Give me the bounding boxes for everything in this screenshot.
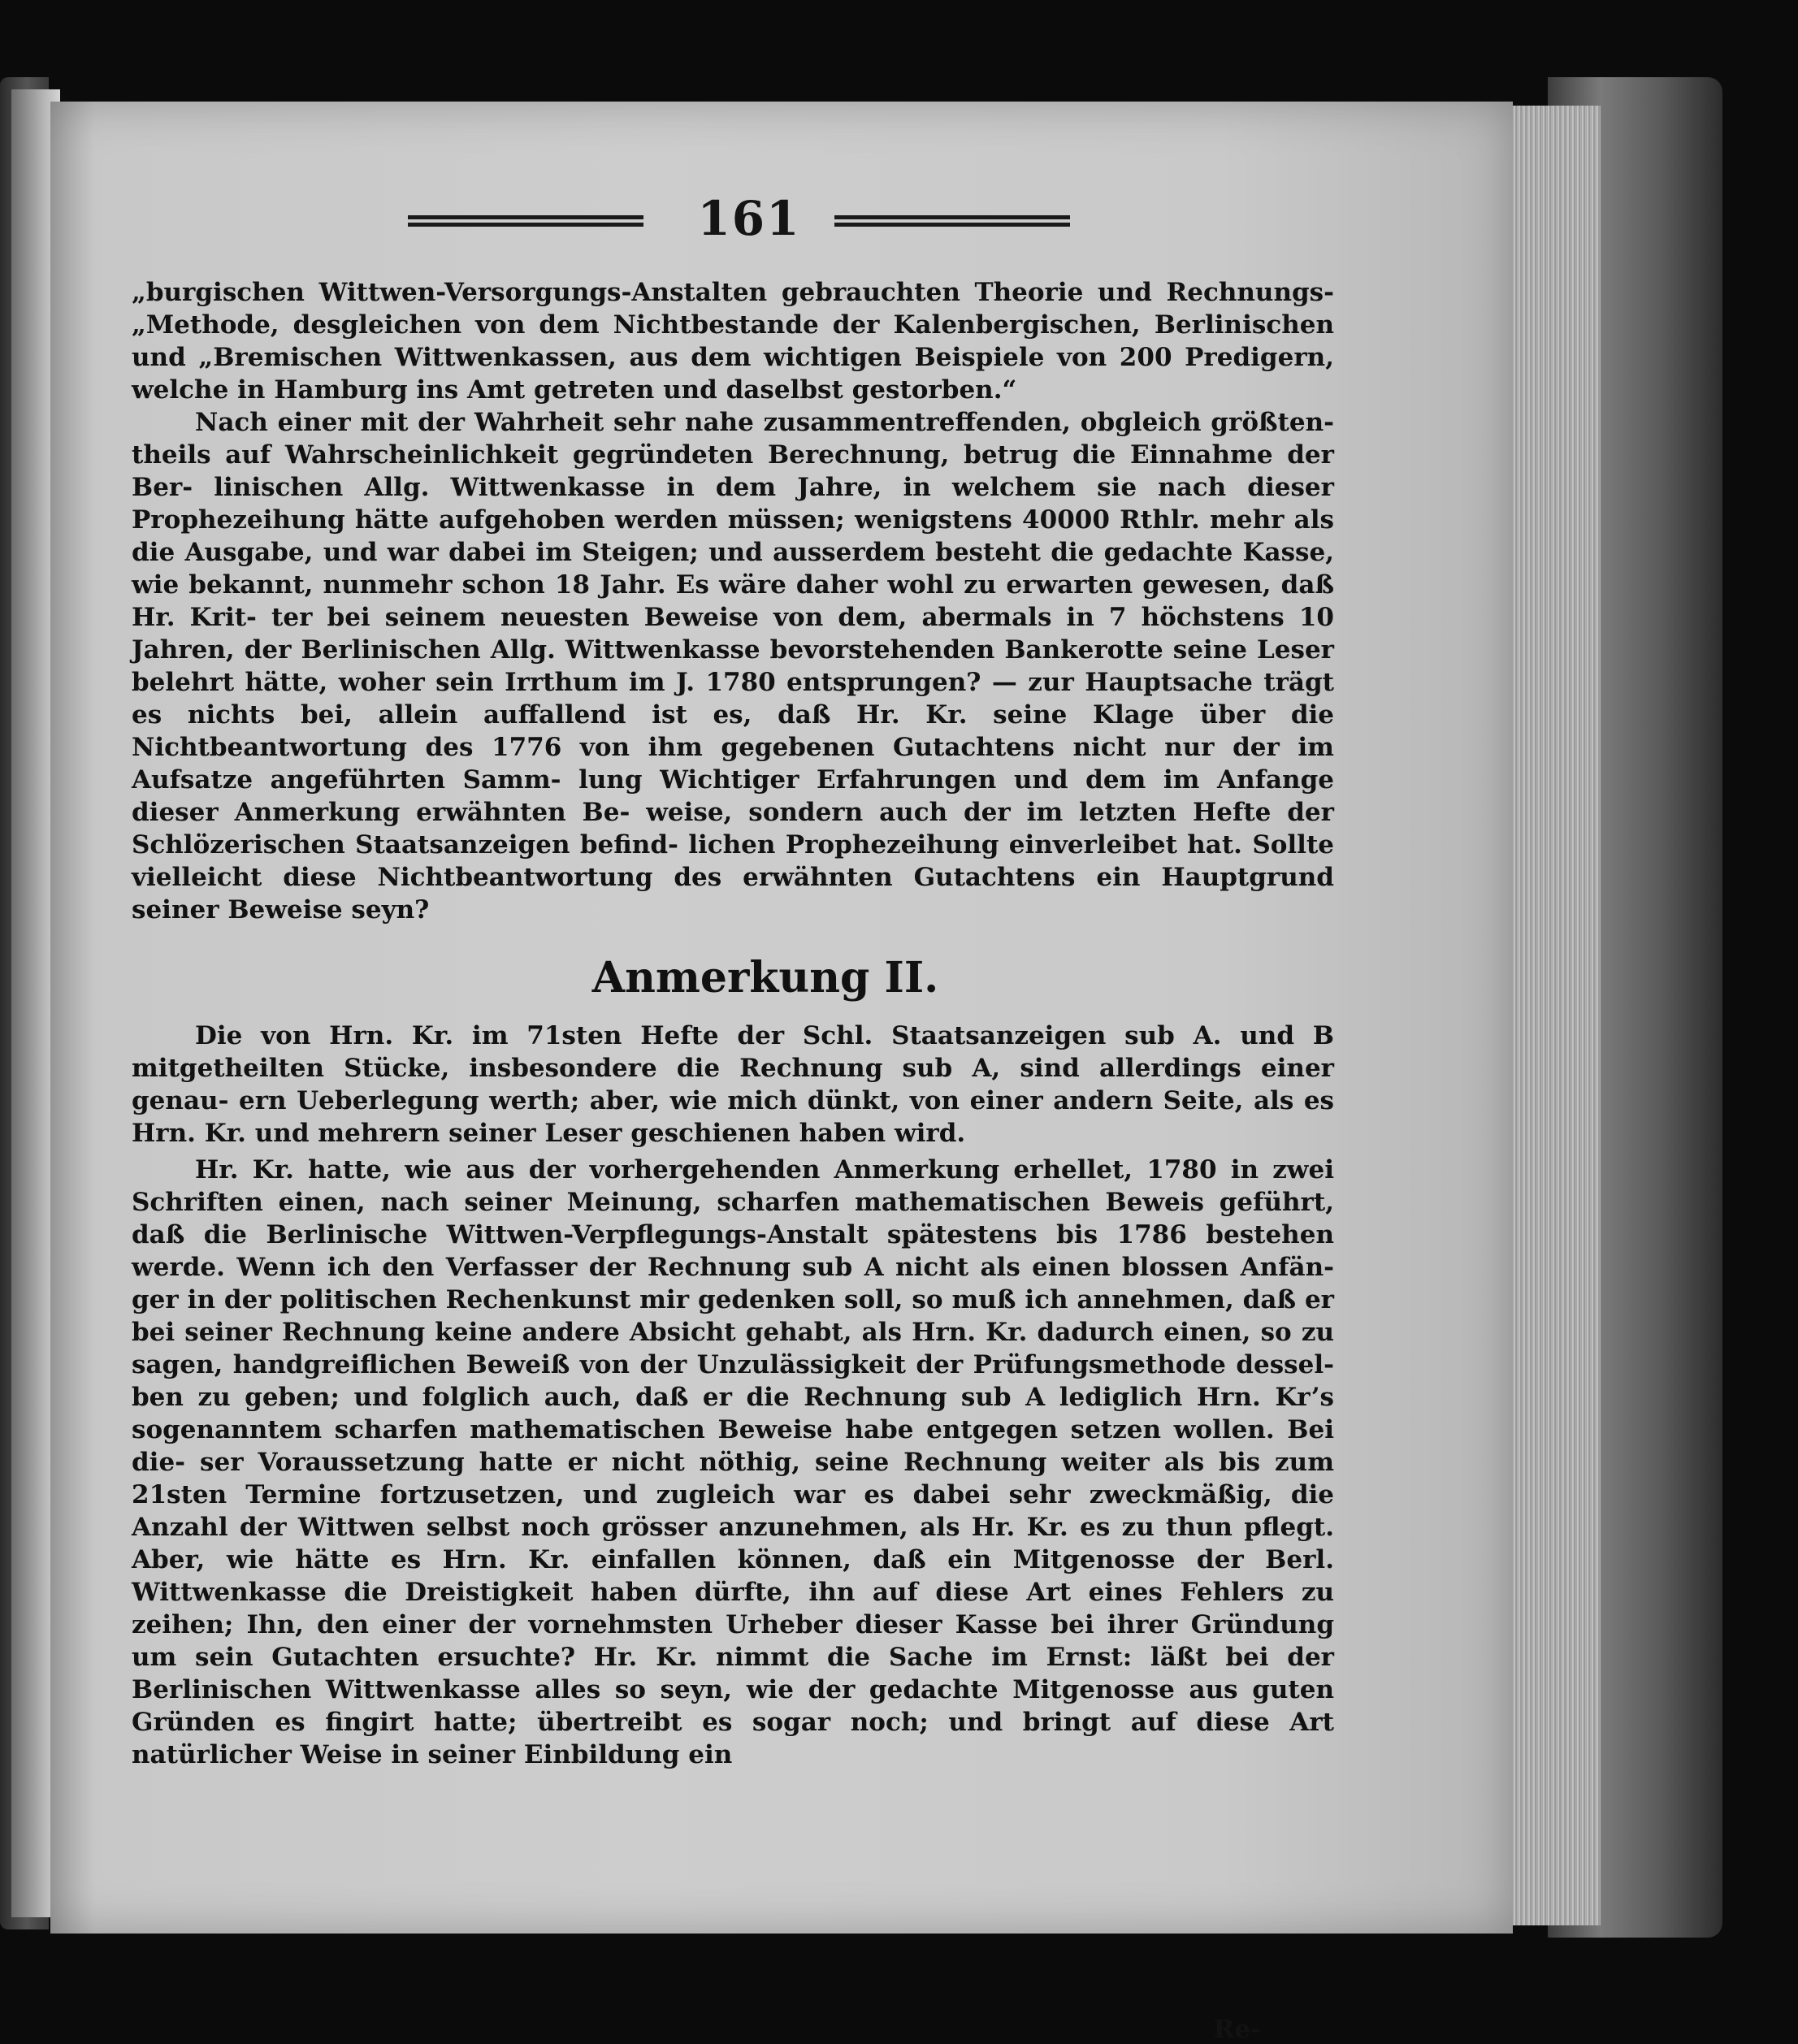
header-rule-right [834,215,1070,227]
page-block-edges [1503,106,1601,1925]
catchword: Re- [1213,2015,1261,2044]
page-number: 161 [697,191,801,246]
text-block-continuation [132,276,1334,406]
text-block-1 [132,406,1334,926]
text-block-3 [132,1154,1334,1771]
book-page [50,102,1513,2044]
section-heading: Anmerkung II. [591,953,939,1003]
paragraph-nach-einer: Nach einer mit der Wahrheit sehr nahe zusammentreffenden, obgleich größten- theils auf Wahrscheinlichkeit gegründeten Berechnung, betrug die Einnahme der Ber- linischen Allg. Wittwenkasse in dem Jahre, in welchem sie nach dieser Prophezeihung hätte aufgehoben werden müssen; wenigstens 40000 Rthlr. mehr als die Ausgabe, und war dabei im Steigen; und ausserdem besteht die gedachte Kasse, wie bekannt, nunmehr schon 18 Jahr. Es wäre daher wohl zu erwarten gewesen, daß Hr. Krit- ter bei seinem neuesten Beweise von dem, abermals in 7 höchstens 10 Jahren, der Berlinischen Allg. Wittwenkasse bevorstehenden Bankerotte seine Leser belehrt hätte, woher sein Irrthum im J. 1780 entsprungen? — zur Hauptsache trägt es nichts bei, allein auffallend ist es, daß Hr. Kr. seine Klage über die Nichtbeantwortung des 1776 von ihm gegebenen Gutachtens nicht nur der im Aufsatze angeführten Samm- lung Wichtiger Erfahrungen und dem im Anfange dieser Anmerkung erwähnten Be- weise, sondern auch der im letzten Hefte der Schlözerischen Staatsanzeigen befind- lichen Prophezeihung einverleibet hat. Sollte vielleicht diese Nichtbeantwortung des erwähnten Gutachtens ein Hauptgrund seiner Beweise seyn? [132,408,1334,925]
header-rule-left [408,215,643,227]
paragraph-quote-end: „burgischen Wittwen-Versorgungs-Anstalten gebrauchten Theorie und Rechnungs- „Methode, desgleichen von dem Nichtbestande der Kalenbergischen, Berlinischen und „Bremischen Wittwenkassen, aus dem wichtigen Beispiele von 200 Predigern, welche in Hamburg ins Amt getreten und daselbst gestorben.“ [132,278,1334,405]
text-block-2 [132,1020,1334,1150]
paragraph-hr-kr-hatte: Hr. Kr. hatte, wie aus der vorhergehenden Anmerkung erhellet, 1780 in zwei Schriften einen, nach seiner Meinung, scharfen mathematischen Beweis geführt, daß die Berlinische Wittwen-Verpflegungs-Anstalt spätestens bis 1786 bestehen werde. Wenn ich den Verfasser der Rechnung sub A nicht als einen blossen Anfän- ger in der politischen Rechenkunst mir gedenken soll, so muß ich annehmen, daß er bei seiner Rechnung keine andere Absicht gehabt, als Hrn. Kr. dadurch einen, so zu sagen, handgreiflichen Beweiß von der Unzulässigkeit der Prüfungsmethode dessel- ben zu geben; und folglich auch, daß er die Rechnung sub A lediglich Hrn. Kr’s sogenanntem scharfen mathematischen Beweise habe entgegen setzen wollen. Bei die- ser Voraussetzung hatte er nicht nöthig, seine Rechnung weiter als bis zum 21sten Termine fortzusetzen, und zugleich war es dabei sehr zweckmäßig, die Anzahl der Wittwen selbst noch grösser anzunehmen, als Hr. Kr. es zu thun pflegt. Aber, wie hätte es Hrn. Kr. einfallen können, daß ein Mitgenosse der Berl. Wittwenkasse die Dreistigkeit haben dürfte, ihn auf diese Art eines Fehlers zu zeihen; Ihn, den einer der vornehmsten Urheber dieser Kasse bei ihrer Gründung um sein Gutachten ersuchte? Hr. Kr. nimmt die Sache im Ernst: läßt bei der Berlinischen Wittwenkasse alles so seyn, wie der gedachte Mitgenosse aus guten Gründen es fingirt hatte; übertreibt es sogar noch; und bringt auf diese Art natürlicher Weise in seiner Einbildung ein [132,1155,1334,1769]
paragraph-die-von: Die von Hrn. Kr. im 71sten Hefte der Schl. Staatsanzeigen sub A. und B mitgetheilten Stücke, insbesondere die Rechnung sub A, sind allerdings einer genau- ern Ueberlegung werth; aber, wie mich dünkt, von einer andern Seite, als es Hrn. Kr. und mehrern seiner Leser geschienen haben wird. [132,1021,1334,1148]
page-header [408,183,1107,248]
